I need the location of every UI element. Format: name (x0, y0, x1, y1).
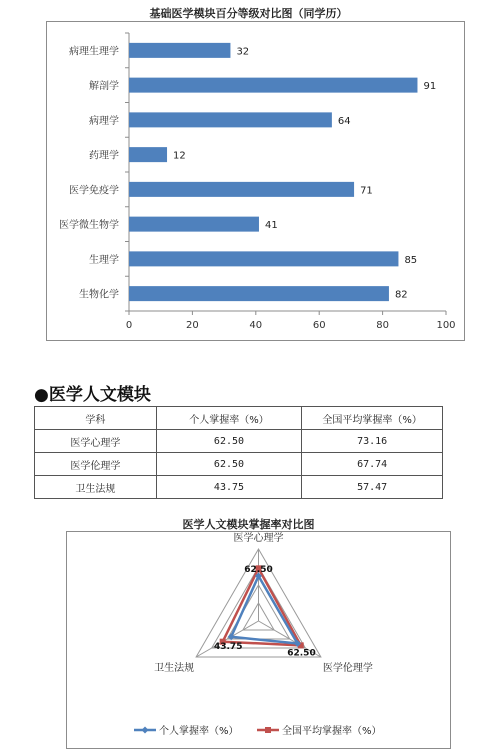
bar-value-label: 12 (173, 150, 186, 162)
category-label: 生物化学 (79, 289, 119, 301)
section-title: 医学人文模块 (48, 385, 151, 405)
radar-data-label: 62.50 (244, 565, 273, 575)
table-cell-national: 57.47 (302, 476, 443, 499)
table-cell-subject: 医学心理学 (35, 430, 157, 453)
radar-axis-label: 卫生法规 (154, 663, 195, 674)
bar-value-label: 71 (360, 185, 373, 197)
x-tick-label: 20 (186, 320, 199, 331)
table-cell-national: 73.16 (302, 430, 443, 453)
category-label: 医学免疫学 (69, 185, 119, 197)
table-cell-subject: 卫生法规 (35, 476, 157, 499)
table-cell-subject: 医学伦理学 (35, 453, 157, 476)
table-cell-personal: 62.50 (156, 430, 302, 453)
x-tick-label: 40 (249, 320, 263, 331)
x-tick-label: 0 (125, 320, 133, 331)
category-label: 病理学 (89, 115, 119, 127)
legend-swatch-marker (265, 727, 271, 733)
bar-value-label: 82 (394, 289, 408, 301)
category-label: 医学微生物学 (59, 220, 119, 232)
bar-value-label: 41 (264, 220, 278, 232)
bar-value-label: 85 (404, 254, 418, 266)
x-tick-label: 60 (312, 320, 326, 331)
bar-chart-title: 基础医学模块百分等级对比图（同学历） (149, 7, 348, 20)
radar-axis-label: 医学伦理学 (322, 663, 373, 674)
radar-data-label: 43.75 (213, 641, 243, 652)
table-cell-personal: 43.75 (156, 476, 302, 499)
category-label: 生理学 (89, 254, 119, 266)
radar-data-label: 62.50 (287, 648, 316, 659)
bar-value-label: 64 (337, 115, 351, 127)
x-tick-label: 80 (376, 320, 389, 331)
table-header-personal: 个人掌握率（%） (156, 407, 302, 430)
category-label: 解剖学 (89, 81, 119, 93)
radar-axis-label: 医学心理学 (233, 533, 284, 544)
bar-value-label: 32 (236, 46, 250, 58)
legend-label: 全国平均掌握率（%） (282, 726, 382, 737)
category-label: 药理学 (89, 150, 119, 162)
category-label: 病理生理学 (69, 46, 119, 58)
table-header-national: 全国平均掌握率（%） (302, 407, 443, 430)
table-cell-personal: 62.50 (156, 453, 302, 476)
bar-value-label: 91 (423, 81, 437, 93)
table-cell-national: 67.74 (302, 453, 443, 476)
bullet-icon: ● (34, 385, 49, 405)
radar-series-line (231, 576, 297, 644)
x-tick-label: 100 (436, 320, 456, 331)
legend-label: 个人掌握率（%） (159, 726, 239, 737)
radar-chart-title: 医学人文模块掌握率对比图 (182, 518, 315, 531)
table-header-subject: 学科 (35, 407, 157, 430)
legend-swatch-marker (142, 727, 149, 734)
